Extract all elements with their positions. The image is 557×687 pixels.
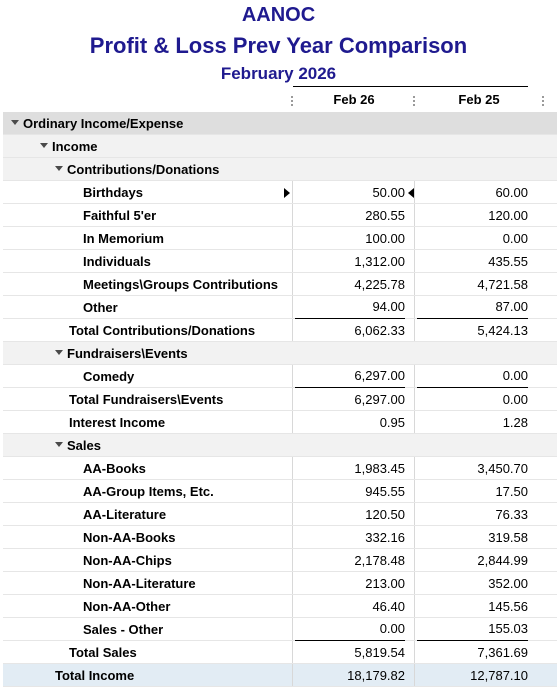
row-label: AA-Books — [83, 461, 146, 476]
column-divider — [414, 250, 415, 272]
column-divider — [292, 204, 293, 226]
column-divider — [414, 503, 415, 525]
column-divider — [414, 457, 415, 479]
column-header-rule — [293, 86, 528, 87]
report-row[interactable] — [3, 618, 557, 641]
amount-feb-26[interactable]: 50.00 — [372, 185, 405, 200]
report-period: February 2026 — [220, 64, 337, 83]
amount-feb-26[interactable]: 6,062.33 — [354, 323, 405, 338]
amount-feb-26[interactable]: 332.16 — [365, 530, 405, 545]
amount-feb-25[interactable]: 0.00 — [502, 392, 528, 407]
report-row[interactable] — [3, 296, 557, 319]
amount-feb-26[interactable]: 5,819.54 — [354, 645, 405, 660]
row-label: Comedy — [83, 369, 135, 384]
row-label: Other — [83, 300, 118, 315]
report-total-row[interactable] — [3, 319, 557, 342]
amount-feb-26[interactable]: 0.95 — [379, 415, 405, 430]
amount-feb-26[interactable]: 94.00 — [295, 296, 405, 319]
amount-feb-26[interactable]: 2,178.48 — [354, 553, 405, 568]
column-header-feb-26[interactable]: Feb 26 — [333, 92, 375, 107]
row-label: AA-Group Items, Etc. — [83, 484, 214, 499]
column-divider — [414, 641, 415, 663]
report-row[interactable] — [3, 526, 557, 549]
report-row[interactable] — [3, 411, 557, 434]
amount-feb-26[interactable]: 0.00 — [295, 618, 405, 641]
report-title: Profit & Loss Prev Year Comparison — [89, 33, 468, 58]
column-resize-handle[interactable] — [542, 96, 544, 108]
amount-feb-26[interactable]: 18,179.82 — [347, 668, 405, 683]
row-label: Non-AA-Chips — [83, 553, 172, 568]
column-divider — [414, 388, 415, 410]
column-divider — [414, 204, 415, 226]
column-divider — [292, 572, 293, 594]
column-divider — [414, 480, 415, 502]
amount-feb-25[interactable]: 2,844.99 — [477, 553, 528, 568]
report-section-row[interactable] — [3, 135, 557, 158]
row-label: Sales - Other — [83, 622, 164, 637]
report-row[interactable] — [3, 227, 557, 250]
collapse-triangle-icon[interactable] — [55, 350, 63, 355]
amount-feb-25[interactable]: 352.00 — [488, 576, 528, 591]
amount-feb-26[interactable]: 46.40 — [372, 599, 405, 614]
amount-feb-25[interactable]: 0.00 — [502, 231, 528, 246]
row-label: Income — [52, 139, 98, 154]
row-label: Faithful 5'er — [83, 208, 157, 223]
row-label: Contributions/Donations — [67, 162, 220, 177]
column-divider — [292, 526, 293, 548]
report-section-row[interactable] — [3, 434, 557, 457]
row-label: Total Income — [55, 668, 135, 683]
column-divider — [292, 595, 293, 617]
collapse-triangle-icon[interactable] — [55, 442, 63, 447]
column-divider — [414, 572, 415, 594]
collapse-triangle-icon[interactable] — [11, 120, 19, 125]
amount-feb-25[interactable]: 17.50 — [495, 484, 528, 499]
amount-feb-25[interactable]: 145.56 — [488, 599, 528, 614]
report-section-row[interactable] — [3, 158, 557, 181]
column-header-feb-25[interactable]: Feb 25 — [458, 92, 500, 107]
collapse-triangle-icon[interactable] — [40, 143, 48, 148]
row-label: Ordinary Income/Expense — [23, 116, 184, 131]
column-divider — [292, 365, 293, 387]
report-row[interactable] — [3, 365, 557, 388]
column-divider — [414, 526, 415, 548]
amount-feb-25[interactable]: 435.55 — [488, 254, 528, 269]
selection-right-arrow-icon — [284, 188, 290, 198]
row-label: AA-Literature — [83, 507, 167, 522]
report-total-row[interactable] — [3, 388, 557, 411]
column-divider — [414, 227, 415, 249]
row-label: Birthdays — [83, 185, 143, 200]
column-divider — [414, 319, 415, 341]
row-label: Non-AA-Other — [83, 599, 171, 614]
row-label: Non-AA-Books — [83, 530, 176, 545]
column-divider — [292, 319, 293, 341]
column-divider — [414, 296, 415, 318]
amount-feb-26[interactable]: 213.00 — [365, 576, 405, 591]
row-label: Fundraisers\Events — [67, 346, 188, 361]
column-divider — [414, 181, 415, 203]
report-row[interactable] — [3, 250, 557, 273]
amount-feb-25[interactable]: 5,424.13 — [477, 323, 528, 338]
report-rows — [3, 112, 557, 687]
column-divider — [292, 618, 293, 640]
amount-feb-25[interactable]: 76.33 — [495, 507, 528, 522]
amount-feb-25[interactable]: 12,787.10 — [470, 668, 528, 683]
report-row[interactable] — [3, 273, 557, 296]
report-row[interactable] — [3, 457, 557, 480]
column-divider — [292, 641, 293, 663]
amount-feb-26[interactable]: 100.00 — [365, 231, 405, 246]
column-divider — [292, 273, 293, 295]
amount-feb-26[interactable]: 4,225.78 — [354, 277, 405, 292]
selection-left-arrow-icon — [408, 188, 414, 198]
amount-feb-26[interactable]: 280.55 — [365, 208, 405, 223]
report-section-row[interactable] — [3, 342, 557, 365]
amount-feb-25[interactable]: 7,361.69 — [477, 645, 528, 660]
row-label: Total Sales — [69, 645, 137, 660]
column-divider — [414, 595, 415, 617]
row-label: Total Contributions/Donations — [69, 323, 256, 338]
row-label: Individuals — [83, 254, 151, 269]
column-divider — [292, 457, 293, 479]
report-row[interactable] — [3, 549, 557, 572]
report-row[interactable] — [3, 595, 557, 618]
report-row[interactable] — [3, 181, 557, 204]
column-divider — [292, 411, 293, 433]
column-divider — [292, 250, 293, 272]
column-divider — [292, 549, 293, 571]
column-divider — [414, 618, 415, 640]
amount-feb-25[interactable]: 0.00 — [417, 365, 528, 388]
amount-feb-26[interactable]: 945.55 — [365, 484, 405, 499]
amount-feb-26[interactable]: 1,312.00 — [354, 254, 405, 269]
row-label: In Memorium — [83, 231, 164, 246]
column-divider — [414, 365, 415, 387]
company-name: AANOC — [241, 4, 316, 26]
row-label: Non-AA-Literature — [83, 576, 196, 591]
column-divider — [414, 273, 415, 295]
column-divider — [292, 503, 293, 525]
row-label: Meetings\Groups Contributions — [83, 277, 278, 292]
amount-feb-25[interactable]: 87.00 — [417, 296, 528, 319]
report-total-row[interactable] — [3, 664, 557, 687]
column-divider — [292, 227, 293, 249]
row-label: Interest Income — [69, 415, 166, 430]
amount-feb-26[interactable]: 6,297.00 — [295, 365, 405, 388]
collapse-triangle-icon[interactable] — [55, 166, 63, 171]
column-divider — [292, 181, 293, 203]
column-divider — [414, 411, 415, 433]
amount-feb-25[interactable]: 1.28 — [502, 415, 528, 430]
amount-feb-25[interactable]: 4,721.58 — [477, 277, 528, 292]
column-divider — [292, 480, 293, 502]
amount-feb-26[interactable]: 6,297.00 — [354, 392, 405, 407]
column-divider — [292, 296, 293, 318]
amount-feb-25[interactable]: 120.00 — [488, 208, 528, 223]
report-row[interactable] — [3, 503, 557, 526]
amount-feb-25[interactable]: 3,450.70 — [477, 461, 528, 476]
amount-feb-25[interactable]: 60.00 — [495, 185, 528, 200]
amount-feb-25[interactable]: 319.58 — [488, 530, 528, 545]
column-divider — [414, 549, 415, 571]
report-row[interactable] — [3, 204, 557, 227]
report-section-row[interactable] — [3, 112, 557, 135]
report-total-row[interactable] — [3, 641, 557, 664]
amount-feb-26[interactable]: 1,983.45 — [354, 461, 405, 476]
row-label: Sales — [67, 438, 101, 453]
amount-feb-25[interactable]: 155.03 — [417, 618, 528, 641]
amount-feb-26[interactable]: 120.50 — [365, 507, 405, 522]
column-divider — [292, 388, 293, 410]
row-label: Total Fundraisers\Events — [69, 392, 224, 407]
report-row[interactable] — [3, 572, 557, 595]
report-row[interactable] — [3, 480, 557, 503]
